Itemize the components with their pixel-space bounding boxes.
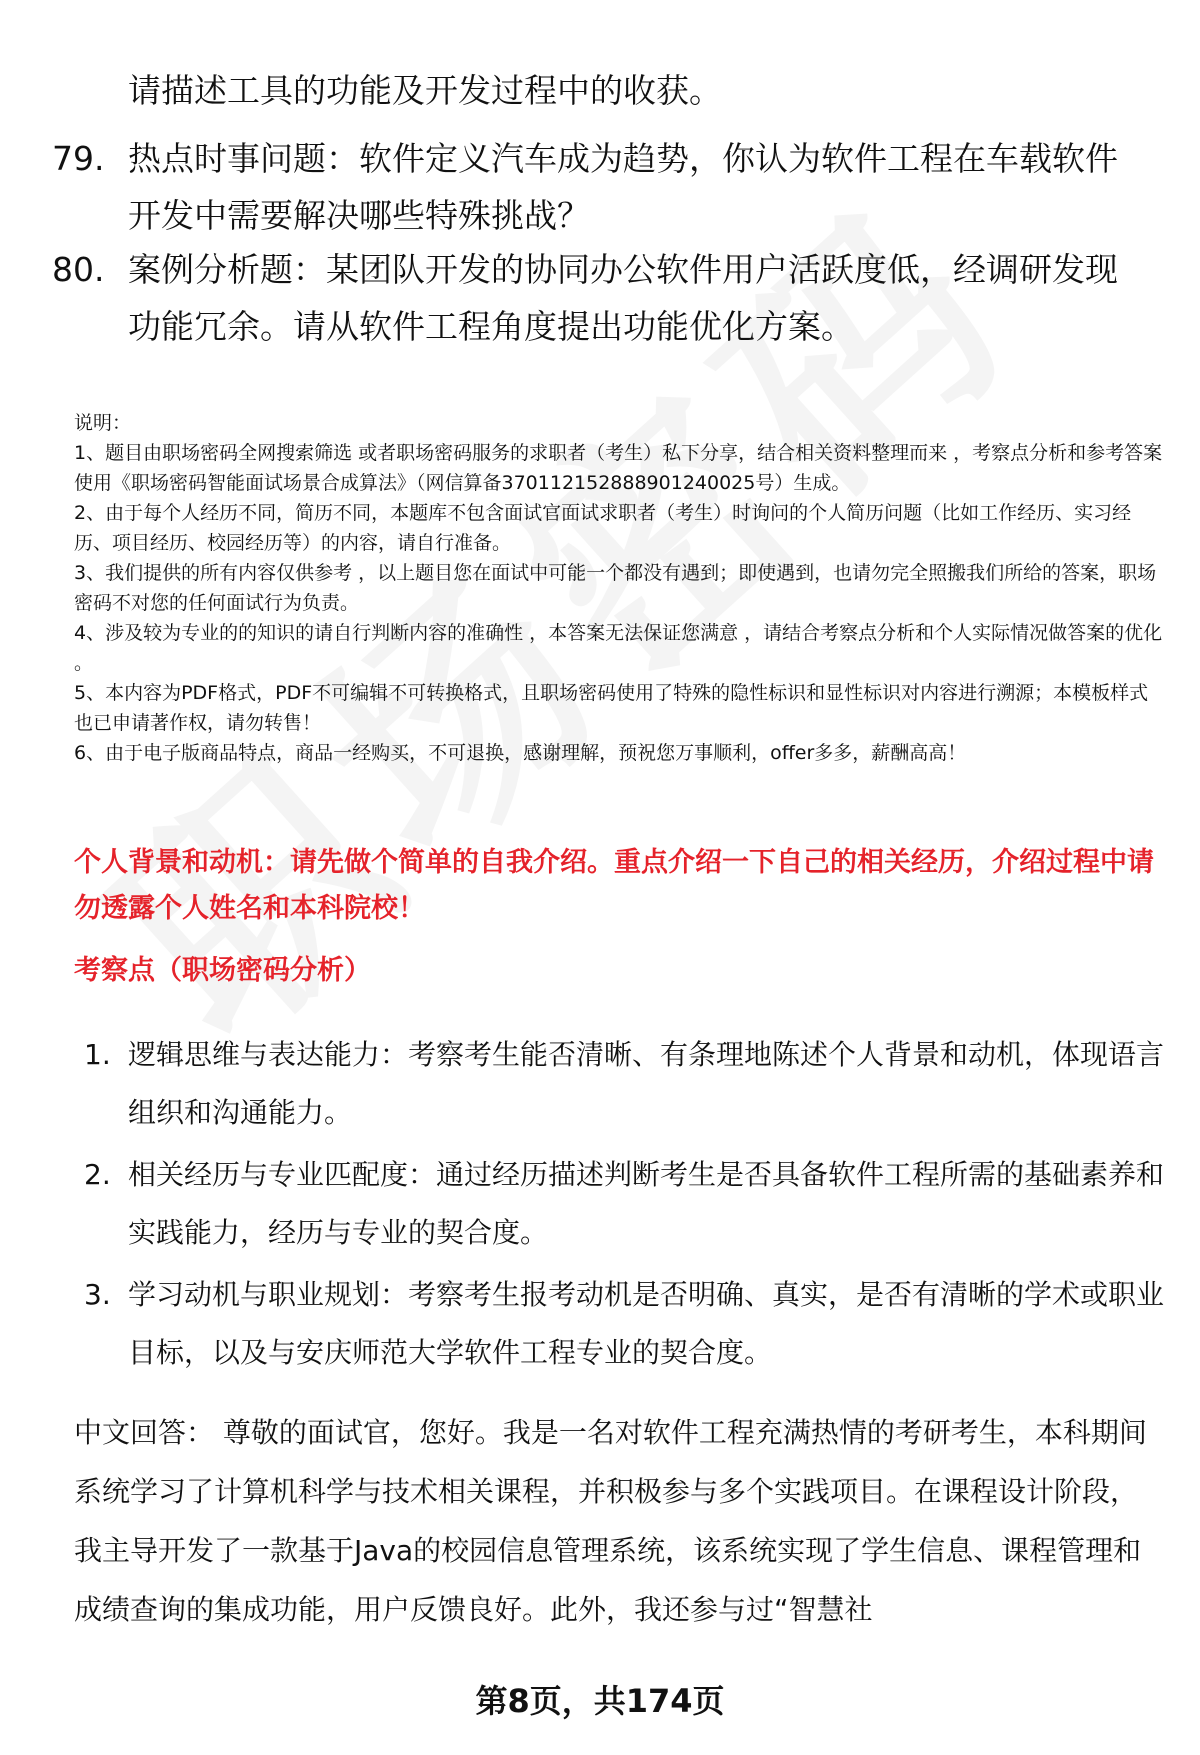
question-text: 热点时事问题：软件定义汽车成为趋势，你认为软件工程在车载软件开发中需要解决哪些特殊挑战？	[128, 139, 1118, 235]
notes-block	[74, 408, 1164, 768]
note-item: 2、由于每个人经历不同，简历不同，本题库不包含面试官面试求职者（考生）时询问的个人简历问题（比如工作经历、实习经历、项目经历、校园经历等）的内容，请自行准备。	[74, 502, 1132, 554]
question-79	[52, 130, 1122, 235]
section-subheading: 考察点（职场密码分析）	[74, 955, 371, 986]
question-text: 案例分析题：某团队开发的协同办公软件用户活跃度低，经调研发现功能冗余。请从软件工程角度提出功能优化方案。	[128, 250, 1118, 346]
point-number: 1.	[84, 1038, 111, 1071]
list-item	[84, 1146, 1164, 1262]
note-item: 4、涉及较为专业的的知识的请自行判断内容的准确性 ，本答案无法保证您满意 ，请结合考察点分析和个人实际情况做答案的优化 。	[74, 622, 1163, 674]
point-text: 逻辑思维与表达能力：考察考生能否清晰、有条理地陈述个人背景和动机，体现语言组织和沟通能力。	[128, 1038, 1165, 1129]
list-item	[84, 1266, 1164, 1382]
point-number: 3.	[84, 1278, 111, 1311]
question-number: 80.	[52, 250, 105, 289]
note-item: 1、题目由职场密码全网搜索筛选 或者职场密码服务的求职者（考生）私下分享，结合相关资料整理而来 ，考察点分析和参考答案使用《职场密码智能面试场景合成算法》（网信算备370112152888901240025号）生成。	[74, 442, 1163, 494]
point-text: 学习动机与职业规划：考察考生报考动机是否明确、真实，是否有清晰的学术或职业目标，以及与安庆师范大学软件工程专业的契合度。	[128, 1278, 1165, 1369]
question-number: 79.	[52, 139, 105, 178]
point-text: 相关经历与专业匹配度：通过经历描述判断考生是否具备软件工程所需的基础素养和实践能力，经历与专业的契合度。	[128, 1158, 1165, 1249]
note-item: 3、我们提供的所有内容仅供参考 ，以上题目您在面试中可能一个都没有遇到；即使遇到，也请勿完全照搬我们所给的答案，职场密码不对您的任何面试行为负责。	[74, 562, 1157, 614]
list-item	[84, 1026, 1164, 1142]
section-heading: 个人背景和动机：请先做个简单的自我介绍。重点介绍一下自己的相关经历，介绍过程中请勿透露个人姓名和本科院校！	[74, 847, 1154, 924]
points-list	[84, 1026, 1164, 1386]
answer-text: 中文回答： 尊敬的面试官，您好。我是一名对软件工程充满热情的考研考生，本科期间系统学习了计算机科学与技术相关课程，并积极参与多个实践项目。在课程设计阶段，我主导开发了一款基于Java的校园信息管理系统，该系统实现了学生信息、课程管理和成绩查询的集成功能，用户反馈良好。此外，我还参与过“智慧社	[74, 1416, 1147, 1626]
question-80	[52, 241, 1122, 346]
notes-title: 说明：	[74, 412, 132, 434]
page-number: 第8页，共174页	[475, 1682, 725, 1720]
point-number: 2.	[84, 1158, 111, 1191]
note-item: 5、本内容为PDF格式，PDF不可编辑不可转换格式，且职场密码使用了特殊的隐性标识和显性标识对内容进行溯源；本模板样式也已申请著作权，请勿转售！	[74, 682, 1149, 734]
note-item: 6、由于电子版商品特点，商品一经购买，不可退换，感谢理解，预祝您万事顺利，offer多多，薪酬高高！	[74, 742, 967, 764]
question-continuation: 请描述工具的功能及开发过程中的收获。	[128, 71, 722, 110]
